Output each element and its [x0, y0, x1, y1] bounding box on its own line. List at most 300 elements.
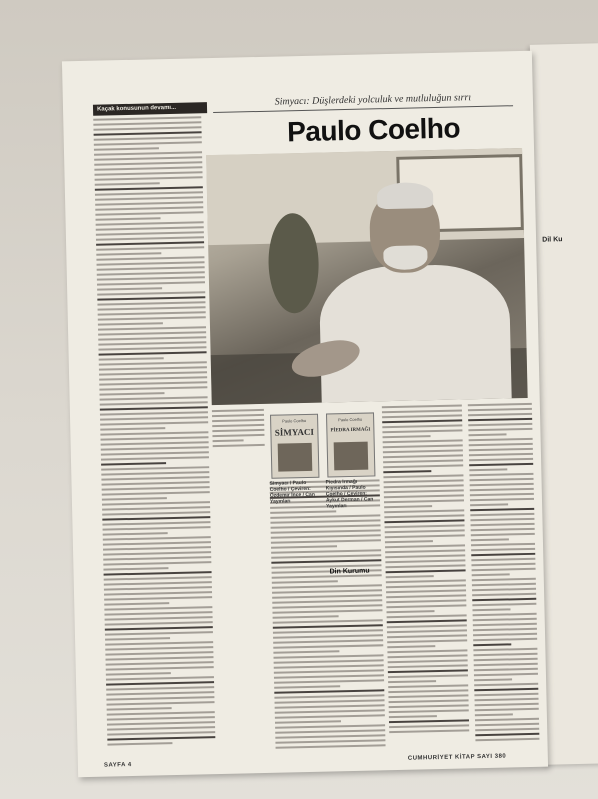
text-line	[471, 538, 509, 541]
text-line	[102, 486, 210, 490]
text-line	[383, 449, 463, 453]
text-line	[271, 524, 381, 528]
text-line	[383, 439, 463, 443]
text-line	[273, 650, 339, 653]
text-line	[105, 641, 213, 645]
text-line	[275, 704, 385, 708]
text-line	[101, 441, 209, 445]
text-line	[384, 505, 432, 508]
text-line	[103, 556, 211, 560]
article-subtitle: Simyacı: Düşlerdeki yolculuk ve mutluluğun sırrı	[274, 92, 472, 108]
text-line	[96, 221, 204, 225]
text-line	[95, 186, 203, 190]
text-line	[385, 534, 465, 538]
text-line	[107, 716, 215, 720]
text-line	[106, 686, 214, 690]
text-line	[101, 466, 209, 470]
text-line	[388, 654, 468, 658]
text-line	[474, 683, 538, 686]
text-line	[385, 529, 465, 533]
text-line	[472, 583, 536, 586]
book1-caption: Simyacı / Paulo Coelho / Çeviren: Özdemir İnce / Can Yayınları	[269, 479, 315, 505]
text-column-4	[382, 404, 469, 736]
text-line	[272, 609, 382, 613]
text-line	[271, 529, 381, 533]
text-line	[385, 554, 465, 558]
text-line	[105, 656, 213, 660]
text-line	[212, 419, 264, 422]
text-line	[272, 589, 382, 593]
text-line	[103, 532, 168, 535]
text-line	[96, 256, 204, 260]
text-line	[272, 599, 382, 603]
text-line	[388, 659, 468, 663]
text-line	[389, 729, 469, 733]
text-line	[386, 589, 466, 593]
text-line	[93, 116, 201, 120]
text-line	[387, 639, 467, 643]
text-line	[384, 484, 464, 488]
text-line	[386, 575, 434, 578]
text-line	[98, 316, 206, 320]
text-line	[274, 685, 340, 688]
text-line	[473, 633, 537, 636]
text-line	[384, 479, 464, 483]
text-line	[474, 668, 538, 671]
text-line	[103, 567, 168, 570]
text-line	[273, 619, 383, 623]
text-line	[100, 421, 208, 425]
text-line	[472, 578, 536, 581]
text-line	[473, 623, 537, 626]
text-line	[389, 699, 469, 703]
text-line	[386, 604, 466, 608]
text-line	[95, 196, 203, 200]
text-line	[470, 478, 534, 481]
text-line	[94, 161, 202, 165]
text-line	[213, 439, 244, 442]
text-line	[384, 499, 464, 503]
text-line	[95, 182, 160, 185]
text-line	[388, 674, 468, 678]
text-line	[470, 483, 534, 486]
text-line	[99, 386, 207, 390]
text-line	[97, 287, 162, 290]
text-line	[474, 658, 538, 661]
text-line	[102, 491, 210, 495]
text-line	[387, 634, 467, 638]
text-line	[101, 436, 209, 440]
text-line	[94, 151, 202, 155]
text-line	[271, 549, 381, 553]
text-line	[386, 610, 434, 613]
text-line	[475, 718, 539, 721]
text-line	[98, 331, 206, 335]
text-line	[103, 546, 211, 550]
text-line	[272, 604, 382, 608]
text-line	[105, 631, 213, 635]
text-line	[271, 559, 381, 563]
text-line	[384, 489, 464, 493]
text-line	[470, 508, 534, 511]
text-line	[98, 326, 206, 330]
text-line	[383, 454, 463, 458]
text-line	[94, 147, 159, 150]
text-line	[388, 664, 468, 668]
text-line	[104, 586, 212, 590]
text-line	[387, 619, 467, 623]
text-line	[469, 468, 507, 471]
text-line	[275, 724, 385, 728]
text-line	[93, 126, 201, 130]
text-line	[94, 156, 202, 160]
text-line	[388, 684, 468, 688]
text-line	[469, 453, 533, 456]
kicker-label: Kaçak konusunun devamı...	[93, 102, 207, 116]
text-line	[470, 488, 534, 491]
text-line	[475, 698, 539, 701]
text-line	[270, 514, 380, 518]
text-line	[100, 406, 208, 410]
text-line	[274, 689, 384, 693]
text-line	[104, 581, 212, 585]
text-line	[212, 409, 264, 412]
text-line	[468, 403, 532, 406]
text-column-2	[212, 409, 265, 450]
text-line	[105, 621, 213, 625]
text-line	[276, 744, 386, 748]
text-line	[105, 637, 170, 640]
text-line	[102, 501, 210, 505]
text-line	[94, 136, 202, 140]
text-line	[104, 576, 212, 580]
text-line	[468, 408, 532, 411]
text-line	[471, 553, 535, 556]
text-line	[473, 618, 537, 621]
text-line	[470, 513, 534, 516]
text-line	[102, 506, 210, 510]
text-line	[471, 533, 535, 536]
text-line	[105, 651, 213, 655]
text-line	[102, 516, 210, 520]
text-line	[385, 540, 433, 543]
text-line	[106, 691, 214, 695]
text-line	[213, 444, 265, 447]
text-line	[99, 371, 207, 375]
text-line	[469, 473, 533, 476]
text-line	[95, 201, 203, 205]
next-page-heading: Dil Ku	[542, 236, 563, 244]
text-line	[96, 231, 204, 235]
text-line	[99, 357, 164, 360]
text-line	[100, 427, 165, 430]
text-line	[274, 669, 384, 673]
text-line	[388, 680, 436, 683]
text-line	[100, 416, 208, 420]
text-line	[101, 462, 166, 465]
text-line	[102, 511, 210, 515]
text-line	[94, 166, 202, 170]
text-line	[107, 721, 215, 725]
text-line	[275, 714, 385, 718]
text-line	[472, 588, 536, 591]
text-line	[102, 497, 167, 500]
text-line	[273, 644, 383, 648]
text-line	[469, 458, 533, 461]
text-line	[382, 414, 462, 418]
text-line	[104, 591, 212, 595]
text-line	[103, 536, 211, 540]
text-line	[471, 523, 535, 526]
text-line	[386, 584, 466, 588]
text-line	[274, 659, 384, 663]
text-line	[469, 438, 533, 441]
text-line	[95, 191, 203, 195]
text-line	[271, 554, 381, 558]
author-photo	[206, 148, 528, 405]
text-line	[97, 296, 205, 300]
text-line	[387, 624, 467, 628]
text-line	[107, 726, 215, 730]
text-line	[473, 613, 537, 616]
text-line	[98, 306, 206, 310]
book2-caption: Piedra Irmağı Kıyısında / Paulo Coelho / Çeviren: Aykut Derman / Can Yayınları	[325, 478, 374, 510]
text-line	[96, 241, 204, 245]
text-line	[471, 558, 535, 561]
text-line	[383, 459, 463, 463]
text-line	[470, 503, 508, 506]
text-line	[473, 653, 537, 656]
text-line	[99, 392, 164, 395]
text-line	[96, 252, 161, 255]
text-line	[473, 643, 511, 646]
text-line	[106, 676, 214, 680]
text-line	[270, 519, 380, 523]
footer-right: CUMHURİYET KİTAP SAYI 380	[407, 753, 507, 762]
text-line	[99, 381, 207, 385]
text-line	[387, 649, 467, 653]
text-line	[475, 733, 539, 736]
text-line	[382, 424, 462, 428]
text-line	[273, 654, 383, 658]
text-line	[472, 603, 536, 606]
text-line	[97, 301, 205, 305]
text-line	[104, 606, 212, 610]
text-line	[389, 724, 469, 728]
text-line	[94, 141, 202, 145]
text-line	[474, 673, 538, 676]
text-line	[275, 720, 341, 723]
text-line	[473, 628, 537, 631]
text-line	[97, 266, 205, 270]
text-line	[474, 663, 538, 666]
text-line	[382, 419, 462, 423]
text-line	[94, 131, 202, 135]
text-line	[468, 423, 532, 426]
text-line	[469, 433, 507, 436]
text-line	[271, 545, 337, 548]
text-line	[107, 736, 215, 740]
text-line	[471, 563, 535, 566]
text-line	[100, 411, 208, 415]
text-line	[101, 471, 209, 475]
text-line	[103, 541, 211, 545]
text-line	[275, 739, 385, 743]
text-line	[96, 246, 204, 250]
text-line	[272, 594, 382, 598]
text-line	[275, 699, 385, 703]
text-line	[100, 396, 208, 400]
text-line	[272, 580, 338, 583]
text-line	[103, 551, 211, 555]
text-line	[386, 594, 466, 598]
text-line	[105, 616, 213, 620]
text-line	[386, 579, 466, 583]
text-line	[475, 728, 539, 731]
text-line	[275, 734, 385, 738]
text-line	[389, 719, 469, 723]
text-line	[212, 414, 264, 417]
text-line	[385, 564, 465, 568]
text-line	[270, 510, 336, 513]
text-line	[385, 549, 465, 553]
text-line	[383, 464, 463, 468]
text-line	[383, 470, 431, 473]
text-line	[475, 713, 513, 716]
text-line	[385, 544, 465, 548]
text-line	[95, 176, 203, 180]
text-line	[106, 696, 214, 700]
text-line	[102, 521, 210, 525]
text-line	[98, 346, 206, 350]
text-line	[274, 679, 384, 683]
text-column-1	[93, 116, 215, 748]
text-line	[474, 693, 538, 696]
text-line	[107, 707, 172, 710]
text-line	[104, 602, 169, 605]
text-line	[471, 543, 535, 546]
text-line	[470, 493, 534, 496]
text-line	[212, 434, 264, 437]
text-line	[275, 709, 385, 713]
text-line	[94, 171, 202, 175]
text-line	[95, 206, 203, 210]
book-cover-piedra: Paulo Coelho PİEDRA IRMAĞI	[326, 412, 375, 477]
text-line	[102, 481, 210, 485]
text-line	[385, 524, 465, 528]
text-line	[388, 694, 468, 698]
text-line	[384, 509, 464, 513]
text-line	[107, 701, 215, 705]
text-line	[107, 742, 172, 745]
text-line	[95, 211, 203, 215]
text-line	[274, 674, 384, 678]
text-line	[273, 615, 339, 618]
text-line	[383, 474, 463, 478]
text-line	[472, 593, 536, 596]
text-line	[271, 539, 381, 543]
text-line	[104, 611, 212, 615]
text-line	[274, 694, 384, 698]
text-line	[212, 429, 264, 432]
text-line	[388, 689, 468, 693]
article-title: Paulo Coelho	[286, 112, 461, 148]
text-line	[97, 281, 205, 285]
text-line	[389, 704, 469, 708]
text-line	[104, 571, 212, 575]
newspaper-page	[62, 51, 548, 777]
text-line	[106, 681, 214, 685]
text-line	[387, 645, 435, 648]
text-line	[468, 418, 532, 421]
text-line	[98, 311, 206, 315]
text-line	[384, 494, 464, 498]
text-line	[271, 534, 381, 538]
text-line	[470, 498, 534, 501]
text-column-3	[270, 479, 386, 751]
text-line	[106, 672, 171, 675]
text-line	[468, 413, 532, 416]
section-heading: Din Kurumu	[329, 567, 370, 576]
text-line	[387, 614, 467, 618]
text-line	[272, 574, 382, 578]
text-line	[106, 666, 214, 670]
text-line	[96, 226, 204, 230]
text-line	[384, 514, 464, 518]
text-line	[101, 456, 209, 460]
text-line	[103, 526, 211, 530]
footer-left: SAYFA 4	[103, 762, 132, 769]
text-line	[97, 271, 205, 275]
text-line	[99, 361, 207, 365]
text-line	[97, 291, 205, 295]
text-line	[389, 715, 437, 718]
text-line	[105, 646, 213, 650]
text-line	[474, 688, 538, 691]
text-line	[472, 598, 536, 601]
text-line	[382, 404, 462, 408]
text-line	[470, 518, 534, 521]
text-line	[272, 584, 382, 588]
text-line	[275, 729, 385, 733]
text-line	[382, 429, 462, 433]
text-line	[469, 443, 533, 446]
text-line	[386, 569, 466, 573]
text-line	[104, 596, 212, 600]
text-line	[106, 661, 214, 665]
text-line	[101, 446, 209, 450]
text-line	[273, 639, 383, 643]
text-line	[212, 424, 264, 427]
text-line	[471, 548, 535, 551]
text-line	[382, 409, 462, 413]
text-line	[475, 708, 539, 711]
text-line	[472, 573, 510, 576]
text-line	[389, 709, 469, 713]
text-line	[99, 376, 207, 380]
text-line	[107, 711, 215, 715]
text-line	[274, 664, 384, 668]
text-line	[472, 568, 536, 571]
text-line	[471, 528, 535, 531]
text-line	[474, 678, 512, 681]
book-cover-simyaci: Paulo Coelho SİMYACI	[270, 414, 319, 479]
text-line	[273, 629, 383, 633]
text-line	[98, 322, 163, 325]
text-line	[469, 463, 533, 466]
text-line	[475, 703, 539, 706]
text-line	[103, 561, 211, 565]
